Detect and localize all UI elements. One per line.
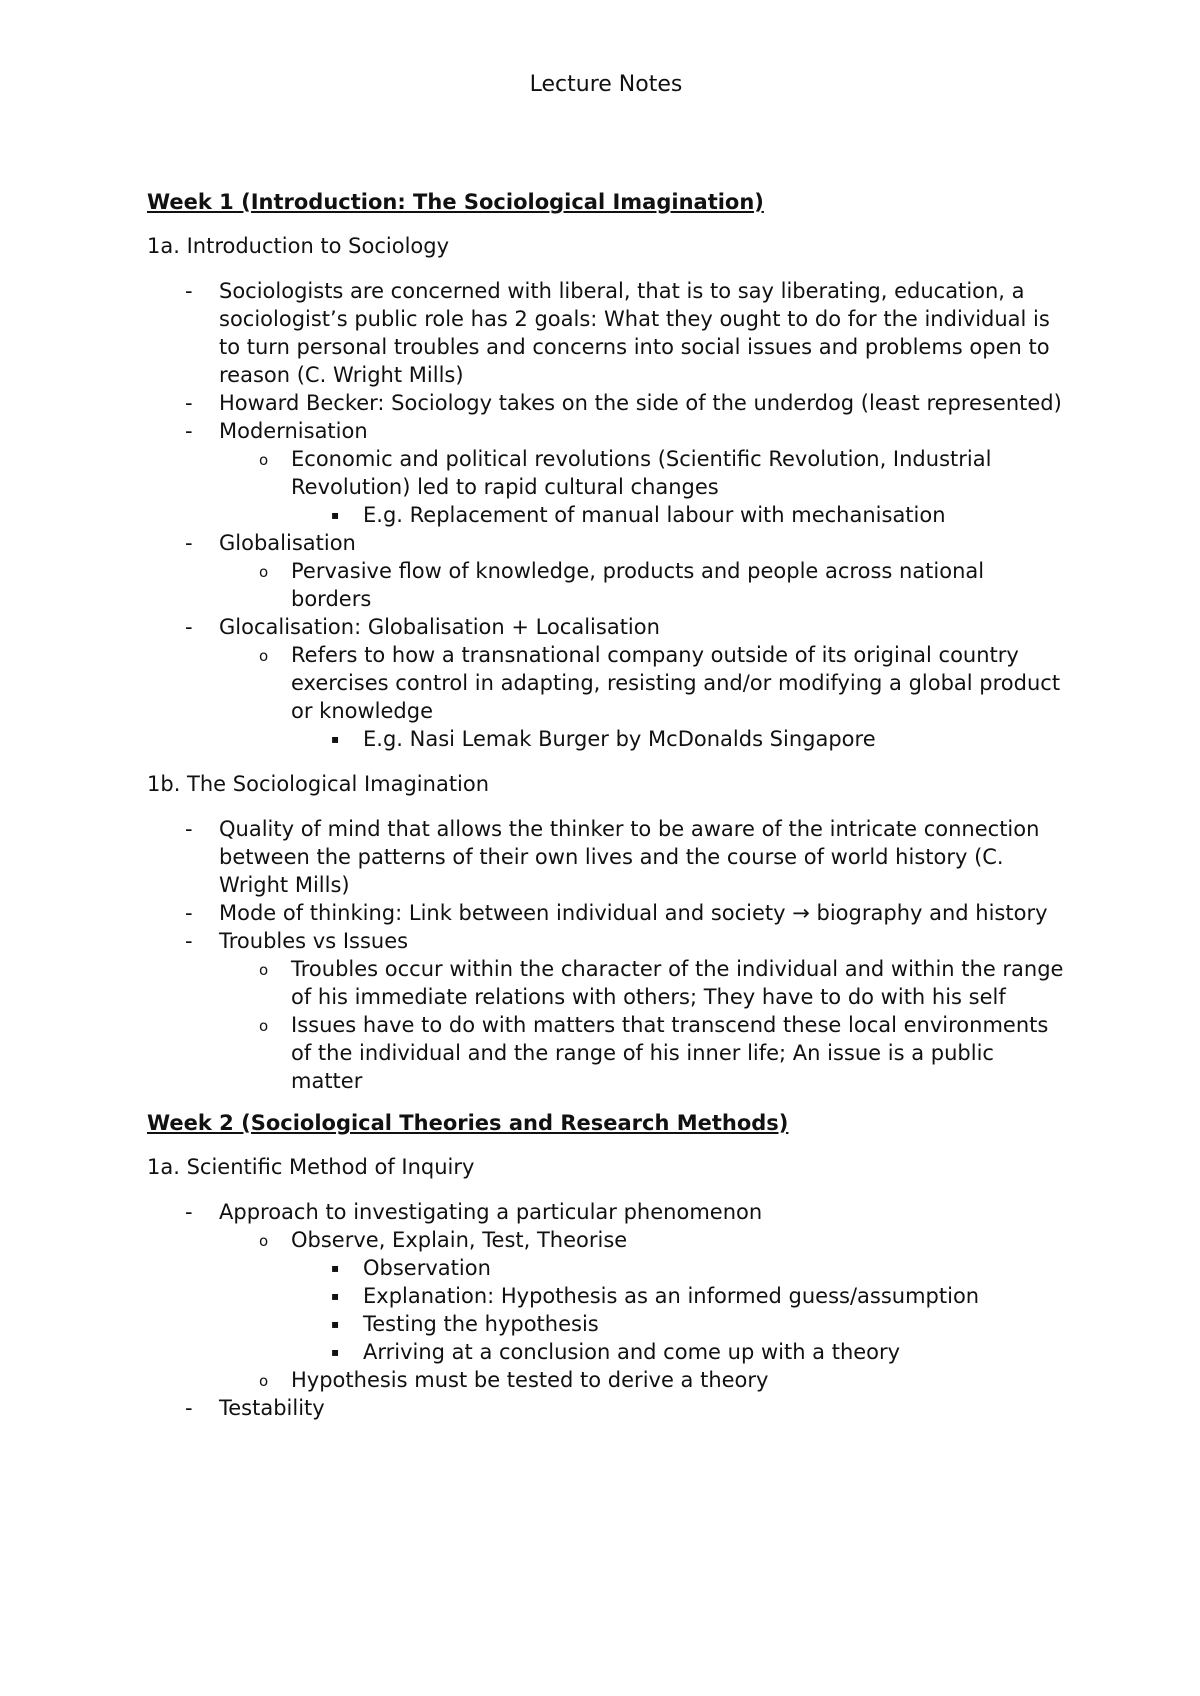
list-item-text: Howard Becker: Sociology takes on the side of the underdog (least represented)	[219, 391, 1062, 415]
list-item-text: Explanation: Hypothesis as an informed guess/assumption	[363, 1284, 980, 1308]
list-item-text: Testing the hypothesis	[363, 1312, 599, 1336]
list-item	[291, 1338, 1067, 1366]
list-item	[147, 277, 1067, 389]
list-item-text: Mode of thinking: Link between individual and society → biography and history	[219, 901, 1048, 925]
bullet-list-level-2	[219, 955, 1067, 1095]
list-item	[147, 899, 1067, 927]
bullet-marker-square: ▪	[331, 732, 340, 746]
list-item-text: Testability	[219, 1396, 325, 1420]
document-title: Lecture Notes	[529, 72, 683, 97]
list-item-text: Observation	[363, 1256, 491, 1280]
list-item	[291, 1282, 1067, 1310]
list-item	[147, 927, 1067, 1095]
section-heading: 1a. Scientific Method of Inquiry	[147, 1155, 475, 1179]
document-body	[147, 188, 1067, 1422]
bullet-list-level-3	[291, 501, 1067, 529]
list-item	[219, 955, 1067, 1011]
list-item-text: Sociologists are concerned with liberal, that is to say liberating, education, a sociologist’s public role has 2 goals: What they ought to do for the individual is to turn personal troubles and concerns into social issues and problems open to reason (C. Wright Mills)	[219, 279, 1050, 387]
list-item-text: Economic and political revolutions (Scientific Revolution, Industrial Revolution) led to rapid cultural changes	[291, 447, 992, 499]
section-heading: 1a. Introduction to Sociology	[147, 234, 450, 258]
bullet-marker-square: ▪	[331, 508, 340, 522]
bullet-list-level-2	[219, 1226, 1067, 1394]
bullet-marker-square: ▪	[331, 1289, 340, 1303]
bullet-marker-dash: -	[185, 419, 193, 443]
list-item-text: Quality of mind that allows the thinker to be aware of the intricate connection between the patterns of their own lives and the course of world history (C. Wright Mills)	[219, 817, 1040, 897]
list-item-text: Hypothesis must be tested to derive a theory	[291, 1368, 769, 1392]
list-item	[291, 1254, 1067, 1282]
week-heading: Week 2 (Sociological Theories and Research Methods)	[147, 1111, 789, 1135]
list-item	[147, 417, 1067, 529]
bullet-marker-dash: -	[185, 279, 193, 303]
bullet-marker-circle: o	[259, 451, 269, 469]
bullet-marker-circle: o	[259, 1232, 269, 1250]
bullet-marker-circle: o	[259, 961, 269, 979]
week-heading: Week 1 (Introduction: The Sociological Imagination)	[147, 190, 764, 214]
list-item-text: Globalisation	[219, 531, 356, 555]
bullet-marker-dash: -	[185, 391, 193, 415]
list-item-text: E.g. Nasi Lemak Burger by McDonalds Singapore	[363, 727, 876, 751]
bullet-marker-circle: o	[259, 563, 269, 581]
list-item-text: Observe, Explain, Test, Theorise	[291, 1228, 628, 1252]
list-item	[147, 613, 1067, 753]
bullet-marker-circle: o	[259, 1372, 269, 1390]
bullet-marker-square: ▪	[331, 1317, 340, 1331]
list-item	[147, 389, 1067, 417]
bullet-marker-square: ▪	[331, 1345, 340, 1359]
bullet-list-level-2	[219, 641, 1067, 753]
list-item	[291, 501, 1067, 529]
bullet-marker-dash: -	[185, 817, 193, 841]
list-item	[147, 1394, 1067, 1422]
list-item-text: Arriving at a conclusion and come up with a theory	[363, 1340, 901, 1364]
list-item	[291, 1310, 1067, 1338]
bullet-list-level-2	[219, 445, 1067, 529]
bullet-marker-dash: -	[185, 901, 193, 925]
list-item-text: Troubles occur within the character of the individual and within the range of his immediate relations with others; They have to do with his self	[291, 957, 1064, 1009]
bullet-list-level-1	[147, 1198, 1067, 1422]
list-item-text: Troubles vs Issues	[219, 929, 409, 953]
list-item	[219, 641, 1067, 753]
list-item-text: Pervasive flow of knowledge, products and people across national borders	[291, 559, 985, 611]
list-item	[291, 725, 1067, 753]
bullet-marker-dash: -	[185, 1396, 193, 1420]
list-item-text: Refers to how a transnational company outside of its original country exercises control in adapting, resisting and/or modifying a global product or knowledge	[291, 643, 1061, 723]
list-item	[147, 529, 1067, 613]
bullet-marker-dash: -	[185, 531, 193, 555]
bullet-marker-dash: -	[185, 1200, 193, 1224]
list-item-text: Issues have to do with matters that transcend these local environments of the individual and the range of his inner life; An issue is a public matter	[291, 1013, 1049, 1093]
list-item	[219, 557, 1067, 613]
bullet-marker-circle: o	[259, 1017, 269, 1035]
list-item	[147, 815, 1067, 899]
list-item	[219, 1011, 1067, 1095]
section-heading: 1b. The Sociological Imagination	[147, 772, 490, 796]
bullet-marker-dash: -	[185, 929, 193, 953]
bullet-list-level-3	[291, 725, 1067, 753]
list-item	[219, 1366, 1067, 1394]
list-item-text: Glocalisation: Globalisation + Localisation	[219, 615, 660, 639]
bullet-list-level-2	[219, 557, 1067, 613]
bullet-marker-circle: o	[259, 647, 269, 665]
list-item-text: Modernisation	[219, 419, 368, 443]
list-item	[147, 1198, 1067, 1394]
bullet-list-level-1	[147, 815, 1067, 1095]
list-item	[219, 1226, 1067, 1366]
bullet-marker-square: ▪	[331, 1261, 340, 1275]
bullet-list-level-1	[147, 277, 1067, 753]
list-item	[219, 445, 1067, 529]
bullet-marker-dash: -	[185, 615, 193, 639]
list-item-text: E.g. Replacement of manual labour with mechanisation	[363, 503, 946, 527]
bullet-list-level-3	[291, 1254, 1067, 1366]
list-item-text: Approach to investigating a particular phenomenon	[219, 1200, 763, 1224]
